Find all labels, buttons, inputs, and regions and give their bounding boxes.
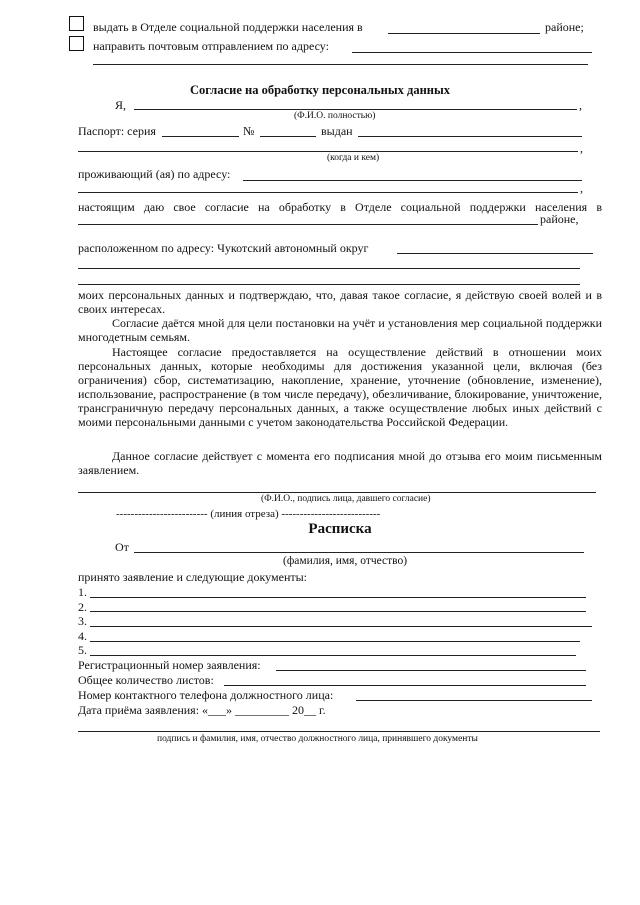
consent-paragraph-4: Данное согласие действует с момента его подписания мной до отзыва его моим письменным заявлением. <box>78 449 602 477</box>
official-caption: подпись и фамилия, имя, отчество должностного лица, принявшего документы <box>157 734 478 744</box>
from-caption: (фамилия, имя, отчество) <box>283 555 408 567</box>
location-blank-3[interactable] <box>78 284 580 285</box>
date-label: Дата приёма заявления: «___» _________ 20__ г. <box>78 703 326 717</box>
phone-label: Номер контактного телефона должностного лица: <box>78 688 334 702</box>
issued-label: выдан <box>321 124 353 138</box>
located-label: расположенном по адресу: Чукотский автономный округ <box>78 241 369 255</box>
issued-blank-2[interactable] <box>78 151 578 152</box>
sheets-label: Общее количество листов: <box>78 673 214 687</box>
consent-title: Согласие на обработку персональных данных <box>189 83 450 97</box>
office-pickup-suffix: районе; <box>545 20 584 34</box>
document-item-number: 3. <box>78 614 87 628</box>
reg-number-blank[interactable] <box>276 670 586 671</box>
cut-line: ------------------------- (линия отреза) --------------------------- <box>116 508 381 520</box>
location-blank[interactable] <box>397 253 593 254</box>
office-pickup-checkbox[interactable] <box>69 16 84 31</box>
residence-blank-2[interactable] <box>78 192 578 193</box>
fio-blank[interactable] <box>134 109 577 110</box>
mail-label: направить почтовым отправлением по адресу: <box>93 39 329 53</box>
document-item-blank[interactable] <box>90 655 576 656</box>
document-item-blank[interactable] <box>90 611 586 612</box>
mail-checkbox[interactable] <box>69 36 84 51</box>
phone-blank[interactable] <box>356 700 592 701</box>
consent-paragraph-1: моих персональных данных и подтверждаю, что, давая такое согласие, я действую своей волей и в своих интересах. <box>78 288 602 316</box>
issued-blank[interactable] <box>358 136 582 137</box>
district-blank[interactable] <box>388 33 540 34</box>
consent-paragraph-2: Согласие даётся мной для цели постановки на учёт и установления мер социальной поддержки многодетным семьям. <box>78 316 602 344</box>
reg-number-label: Регистрационный номер заявления: <box>78 658 261 672</box>
document-item-number: 2. <box>78 600 87 614</box>
i-label: Я, <box>115 98 127 112</box>
document-item-blank[interactable] <box>90 641 580 642</box>
residing-label: проживающий (ая) по адресу: <box>78 167 231 181</box>
district-suffix: районе, <box>540 212 579 226</box>
location-blank-2[interactable] <box>78 268 580 269</box>
consent-district-blank[interactable] <box>78 224 538 225</box>
fio-caption: (Ф.И.О. полностью) <box>294 111 376 121</box>
office-pickup-label: выдать в Отделе социальной поддержки населения в <box>93 20 363 34</box>
comma: , <box>580 141 583 155</box>
mail-address-blank-2[interactable] <box>93 64 588 65</box>
accepted-label: принято заявление и следующие документы: <box>78 570 308 584</box>
comma: , <box>579 98 582 112</box>
passport-number-label: № <box>243 124 255 138</box>
document-item-blank[interactable] <box>90 597 586 598</box>
comma: , <box>580 181 583 195</box>
sheets-blank[interactable] <box>224 685 586 686</box>
document-item-blank[interactable] <box>90 626 592 627</box>
from-blank[interactable] <box>134 552 584 553</box>
official-signature-blank[interactable] <box>78 731 600 732</box>
document-item-number: 5. <box>78 643 87 657</box>
document-item-number: 1. <box>78 585 87 599</box>
consent-line: настоящим даю свое согласие на обработку в Отделе социальной поддержки населения в <box>78 200 602 214</box>
mail-address-blank[interactable] <box>352 52 592 53</box>
signature-blank[interactable] <box>78 492 596 493</box>
residence-blank[interactable] <box>243 180 582 181</box>
passport-series-label: Паспорт: серия <box>78 124 156 138</box>
issued-caption: (когда и кем) <box>327 153 380 163</box>
passport-number-blank[interactable] <box>260 136 316 137</box>
document-item-number: 4. <box>78 629 87 643</box>
consent-paragraph-3: Настоящее согласие предоставляется на осуществление действий в отношении моих персональных данных, которые необходимы для достижения указанной цели, включая (без ограничения) сбор, систематизацию, накопление, хранение, уточнение (обновление, изменение), использование, распространение (в том числе передачу), обезличивание, блокирование, уничтожение, трансграничную передачу персональных данных, а также осуществление любых иных действий с моими персональными данными с учетом законодательства Российской Федерации. <box>78 345 602 429</box>
signature-caption: (Ф.И.О., подпись лица, давшего согласие) <box>261 494 431 504</box>
receipt-title: Расписка <box>308 521 372 537</box>
passport-series-blank[interactable] <box>162 136 239 137</box>
from-label: От <box>115 540 129 554</box>
